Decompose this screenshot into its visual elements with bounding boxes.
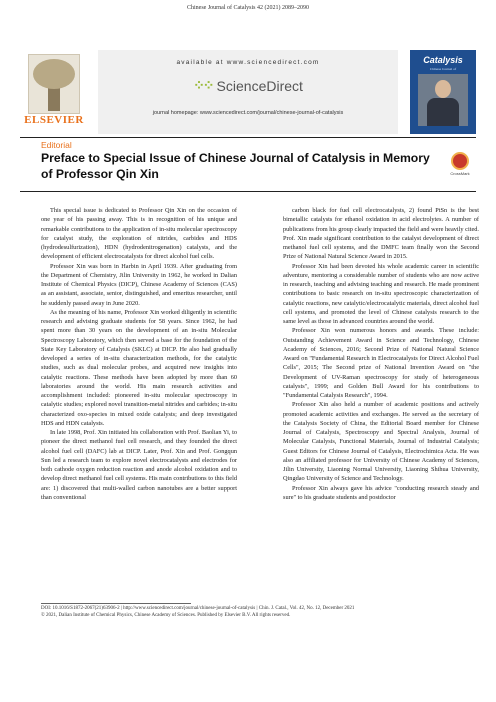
paragraph: carbon black for fuel cell electrocatalysts, 2) found PtSn is the best bimetallic catalysts for ethanol oxidation in acid electrolytes. A number of publications from his group clearly impacted the field and were heavily cited. Prof. Xin made significant contribution to the catalyst development of direct methanol fuel cell systems, and the DMFC team finally won the Second Prize of National Natural Science Award in 2015.: [283, 207, 479, 261]
running-head: Chinese Journal of Catalysis 42 (2021) 2089–2090: [187, 5, 309, 11]
elsevier-logo[interactable]: [20, 50, 88, 134]
body-column-left: [41, 206, 237, 502]
paragraph: Professor Xin was born in Harbin in April 1939. After graduating from the Department of Chemistry, Jilin University in 1962, he worked in Dalian Institute of Chemical Physics (DICP), Chinese Academy of Sciences (CAS) as an assistant, associate, senior, distinguished, and emeritus researcher, until he suddenly passed away in June 2020.: [41, 262, 237, 307]
body-column-right: [283, 206, 479, 502]
sciencedirect-dots-icon: ⁘⁘: [193, 78, 213, 94]
journal-homepage-link[interactable]: journal homepage: www.sciencedirect.com/journal/chinese-journal-of-catalysis: [152, 110, 344, 116]
paragraph: As the meaning of his name, Professor Xin worked diligently in scientific research and advising graduate students for 58 years. Since 1962, he had spent more than 30 years on the development of an in-situ Molecular Spectroscopy Laboratory, which then served a base for the foundation of the State Key Laboratory of Catalysis (SKLC) at DICP. He also had gradually developed a series of in-situ characterization methods, for the catalytic studies, such as dual molecular probes, and acquired new insights into catalytic reactions. These methods have been adopted by more than 60 laboratories around the world. His main research activities and accomplishment included: pioneered in-situ molecular spectroscopy in catalytic studies; explored novel transition-metal nitrides and carbides; in-situ characterized oxo-species in mixed oxide catalysts; and deep investigated HDS and HDN catalysts.: [41, 308, 237, 427]
footer-copyright-line: © 2021, Dalian Institute of Chemical Physics, Chinese Academy of Sciences. Published by Elsevier B.V. All rights reserved.: [41, 613, 291, 619]
footer-doi-line[interactable]: DOI: 10.1016/S1872-2067(21)63906-2 | http://www.sciencedirect.com/journal/chinese-journal-of-catalysis | Chin. J. Catal., Vol. 42, No. 12, December 2021: [41, 606, 355, 611]
title-divider: [20, 191, 476, 192]
elsevier-tree-icon: [28, 54, 80, 114]
masthead-center: [98, 50, 398, 134]
paper-title: Preface to Special Issue of Chinese Journal of Catalysis in Memory of Professor Qin Xin: [41, 151, 430, 181]
paragraph: Professor Xin had been devoted his whole academic career in scientific adventure, mentoring a considerable number of students who are now active in research, teaching and advising teaching and research. He made prominent contributions to basic research on in-situ spectroscopic characterization of catalytic reactions, new catalytic/electrocatalytic materials, direct alcohol fuel cell systems, and promoted the level of Chinese catalysis research to the same level as those in advanced countries around the world.: [283, 262, 479, 325]
elsevier-wordmark: ELSEVIER: [24, 114, 84, 126]
paragraph: Professor Xin always gave his advice "conducting research steady and sure" to his graduate students and postdoctor: [283, 484, 479, 501]
crossmark-icon: [451, 152, 469, 170]
footer-divider: [41, 603, 191, 604]
cover-portrait-photo: [418, 74, 468, 126]
header-divider: [20, 137, 476, 138]
paragraph: This special issue is dedicated to Professor Qin Xin on the occasion of one year of his passing away. This is in recognition of his unique and remarkable contributions to the application of in-situ molecular spectroscopy for catalyst study, the exploration of nitrides, carbides and HDS (hydrodesulfurization), HDN (hydrodenitrogenation) catalysts, and the development of efficient electrocatalysts for direct alcohol fuel cells.: [41, 207, 237, 261]
sciencedirect-wordmark: ScienceDirect: [216, 78, 303, 95]
journal-cover-image: [410, 50, 476, 134]
cover-title: Catalysis: [423, 55, 463, 65]
cover-subtitle: Chinese Journal of: [429, 67, 457, 71]
paragraph: Professor Xin also held a number of academic positions and actively promoted academic activities and exchanges. He served as the secretary of the Catalysis Society of China, the Editorial Board member for Chinese Journal of Catalysis, Spectroscopy and Spectral Analysis, Journal of Molecular Catalysis, Functional Materials, Journal of Industrial Catalysis; Guest Editors for Chinese Journal of Catalysis, Electrochimica Acta. He was also an affiliated professor for University of Chinese Academy of Sciences, Jilin University, Liaoning Normal University, Liaoning Shihua University, Qingdao University of Science and Technology.: [283, 401, 479, 483]
crossmark-label: CrossMark: [450, 171, 470, 176]
crossmark-badge[interactable]: [447, 152, 473, 180]
sciencedirect-logo[interactable]: [98, 77, 398, 95]
footer: [41, 605, 481, 620]
journal-masthead: [20, 50, 476, 134]
paragraph: In late 1998, Prof. Xin initiated his collaboration with Prof. Baolian Yi, to pioneer the direct methanol fuel cell research, and they founded the direct alcohol fuel cell (DAFC) lab at DICP. Later, Prof. Xin and Prof. Gongqun Sun led a research team to explore novel electrocatalysts and electrodes for both cathode oxygen reduction reaction and anode alcohol oxidation and to develop direct methanol fuel cell systems. His main contributions to this field are: 1) discovered that multi-walled carbon nanotubes are a better support than conventional: [41, 429, 237, 501]
available-at-text: available at www.sciencedirect.com: [176, 59, 320, 66]
paragraph: Professor Xin won numerous honors and awards. These include: Outstanding Achievement Award in Science and Technology, Chinese Academy of Sciences, 2016; Second Prize of National Natural Science Award on "Fundamental Research in Electrocatalysts for Direct Alcohol Fuel Cells", 2015; The Second prize of National Invention Award on "the Development of UV-Raman spectroscopy for study of heterogeneous catalysts", 1999; and Golden Bull Award for his contributions to "Fundamental Catalysis Research", 1994.: [283, 327, 479, 399]
section-label: Editorial: [41, 140, 72, 150]
